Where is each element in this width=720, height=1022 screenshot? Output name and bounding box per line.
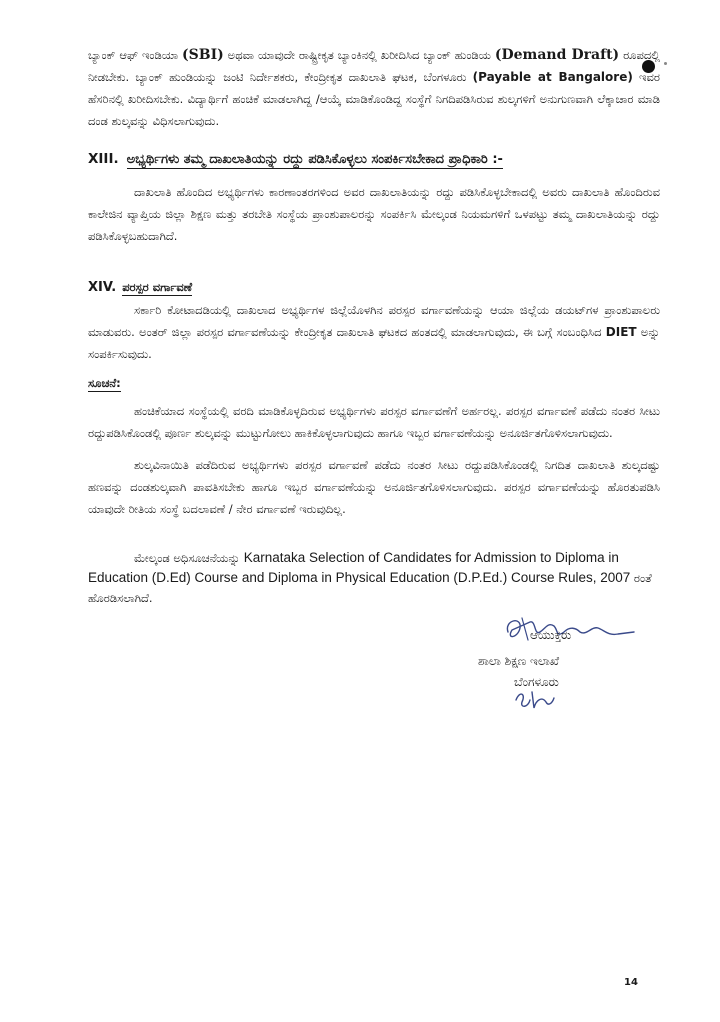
section-xiv (88, 278, 660, 365)
para1-text-c: ಅಥವಾ ಯಾವುದೇ ರಾಷ್ಟ್ರೀಕೃತ ಬ್ಯಾಂಕಿನಲ್ಲಿ ಖರೀದಿಸಿದ ಬ್ಯಾಂಕ್ ಹುಂಡಿಯ (223, 48, 495, 62)
closing-paragraph (88, 548, 660, 608)
rules-title: Karnataka Selection of Candidates for Admission to Diploma in Education (D.Ed) Course and Diploma in Physical Education (D.P.Ed.) Course Rules, 2007 (88, 550, 631, 585)
demand-draft-label: (Demand Draft) (494, 47, 620, 63)
section-xiv-number: XIV. (88, 280, 117, 295)
section-xiv-body (88, 299, 660, 365)
note-title: ಸೂಚನೆ: (88, 376, 121, 390)
page-number: 14 (624, 977, 638, 988)
section-xiv-body-c: ಅನ್ನು ಸಂಪರ್ಕಿಸುವುದು. (88, 325, 660, 361)
para1-text-a: ಬ್ಯಾಂಕ್ ಆಫ್ ಇಂಡಿಯಾ (88, 48, 183, 62)
para1-text-g: ಇವರ ಹೆಸರಿನಲ್ಲಿ ಖರೀದಿಸಬೇಕು. ವಿದ್ಯಾರ್ಥಿಗೆ ಹಂಚಿಕೆ ಮಾಡಲಾಗಿದ್ದ /ಆಯ್ಕೆ ಮಾಡಿಕೊಂಡಿದ್ದ ಸಂಸ್ಥೆಗೆ ನಿಗದಿಪಡಿಸಿರುವ ಶುಲ್ಕಗಳಿಗೆ ಅನುಗುಣವಾಗಿ ಲೆಕ್ಕಾಚಾರ ಮಾಡಿ ದಂಡ ಶುಲ್ಕವನ್ನು ವಿಧಿಸಲಾಗುವುದು. (88, 70, 660, 128)
para1-text-e: ರೂಪದಲ್ಲಿ ನೀಡಬೇಕು. ಬ್ಯಾಂಕ್ ಹುಂಡಿಯನ್ನು ಜಂಟಿ ನಿರ್ದೇಶಕರು, ಕೇಂದ್ರೀಕೃತ ದಾಖಲಾತಿ ಘಟಕ, ಬೆಂಗಳೂರು (88, 48, 660, 84)
section-xiii-heading (88, 150, 660, 169)
section-xiv-body-a: ಸರ್ಕಾರಿ ಕೋಟಾದಡಿಯಲ್ಲಿ ದಾಖಲಾದ ಅಭ್ಯರ್ಥಿಗಳ ಜಿಲ್ಲೆಯೊಳಗಿನ ಪರಸ್ಪರ ವರ್ಗಾವಣೆಯನ್ನು ಆಯಾ ಜಿಲ್ಲೆಯ ಡಯಟ್‌ಗಳ ಪ್ರಾಂಶುಪಾಲರು ಮಾಡುವರು. ಅಂತರ್ ಜಿಲ್ಲಾ ಪರಸ್ಪರ ವರ್ಗಾವಣೆಯನ್ನು ಕೇಂದ್ರೀಕೃತ ದಾಖಲಾತಿ ಘಟಕದ ಹಂತದಲ್ಲಿ ಮಾಡಲಾಗುವುದು, ಈ ಬಗ್ಗೆ ಸಂಬಂಧಿಸಿದ (88, 303, 660, 339)
sbi-label: (SBI) (182, 47, 224, 63)
section-xiii (88, 150, 660, 247)
signature-city: ಬೆಂಗಳೂರು (514, 675, 559, 689)
note-heading (88, 374, 660, 392)
closing-tail: ರಂತೆ ಹೊರಡಿಸಲಾಗಿದೆ. (88, 571, 652, 605)
note-paragraph-2: ಶುಲ್ಕವಿನಾಯಿತಿ ಪಡೆದಿರುವ ಅಭ್ಯರ್ಥಿಗಳು ಪರಸ್ಪರ ವರ್ಗಾವಣೆ ಪಡೆದು ನಂತರ ಸೀಟು ರದ್ದುಪಡಿಸಿಕೊಂಡಲ್ಲಿ ನಿಗದಿತ ದಾಖಲಾತಿ ಶುಲ್ಕದಷ್ಟು ಹಣವನ್ನು ದಂಡಶುಲ್ಕವಾಗಿ ಪಾವತಿಸಬೇಕು ಹಾಗೂ ಇಬ್ಬರ ವರ್ಗಾವಣೆಯನ್ನು ಅನೂರ್ಜಿತಗೊಳಿಸಲಾಗುವುದು. ಪರಸ್ಪರ ವರ್ಗಾವಣೆಯನ್ನು ಹೊರತುಪಡಿಸಿ ಯಾವುದೇ ರೀತಿಯ ಸಂಸ್ಥೆ ಬದಲಾವಣೆ / ನೇರ ವರ್ಗಾವಣೆ ಇರುವುದಿಲ್ಲ. (88, 458, 660, 516)
payment-paragraph (88, 44, 660, 132)
closing-text (88, 548, 660, 608)
section-xiii-body: ದಾಖಲಾತಿ ಹೊಂದಿದ ಅಭ್ಯರ್ಥಿಗಳು ಕಾರಣಾಂತರಗಳಿಂದ ಅವರ ದಾಖಲಾತಿಯನ್ನು ರದ್ದು ಪಡಿಸಿಕೊಳ್ಳಬೇಕಾದಲ್ಲಿ ಅವರು ದಾಖಲಾತಿ ಹೊಂದಿರುವ ಕಾಲೇಜಿನ ವ್ಯಾಪ್ತಿಯ ಜಿಲ್ಲಾ ಶಿಕ್ಷಣ ಮತ್ತು ತರಬೇತಿ ಸಂಸ್ಥೆಯ ಪ್ರಾಂಶುಪಾಲರನ್ನು ಸಂಪರ್ಕಿಸಿ ಮೇಲ್ಕಂಡ ನಿಯಮಗಳಿಗೆ ಒಳಪಟ್ಟು ತಮ್ಮ ದಾಖಲಾತಿಯನ್ನು ರದ್ದು ಪಡಿಸಿಕೊಳ್ಳಬಹುದಾಗಿದೆ. (88, 185, 660, 243)
note-section (88, 374, 660, 520)
payable-at-label: (Payable at Bangalore) (472, 70, 633, 84)
section-xiv-title: ಪರಸ್ಪರ ವರ್ಗಾವಣೆ (122, 280, 193, 294)
section-xiv-heading (88, 278, 660, 297)
handwritten-initials (512, 686, 556, 712)
signature-department: ಶಾಲಾ ಶಿಕ್ಷಣ ಇಲಾಖೆ (478, 654, 560, 668)
section-xiii-number: XIII. (88, 151, 119, 167)
closing-lead: ಮೇಲ್ಕಂಡ ಅಧಿಸೂಚನೆಯನ್ನು (134, 551, 244, 565)
signature-designation: ಆಯುಕ್ತರು (530, 628, 572, 642)
section-xiii-title: ಅಭ್ಯರ್ಥಿಗಳು ತಮ್ಮ ದಾಖಲಾತಿಯನ್ನು ರದ್ದು ಪಡಿಸಿಕೊಳ್ಳಲು ಸಂಪರ್ಕಿಸಬೇಕಾದ ಪ್ರಾಧಿಕಾರಿ :- (126, 152, 503, 167)
scan-speck (664, 62, 667, 65)
note-paragraph-1: ಹಂಚಿಕೆಯಾದ ಸಂಸ್ಥೆಯಲ್ಲಿ ವರದಿ ಮಾಡಿಕೊಳ್ಳದಿರುವ ಅಭ್ಯರ್ಥಿಗಳು ಪರಸ್ಪರ ವರ್ಗಾವಣೆಗೆ ಅರ್ಹರಲ್ಲ. ಪರಸ್ಪರ ವರ್ಗಾವಣೆ ಪಡೆದು ನಂತರ ಸೀಟು ರದ್ದುಪಡಿಸಿಕೊಂಡಲ್ಲಿ ಪೂರ್ಣ ಶುಲ್ಕವನ್ನು ಮುಟ್ಟುಗೋಲು ಹಾಕಿಕೊಳ್ಳಲಾಗುವುದು ಹಾಗೂ ಇಬ್ಬರ ವರ್ಗಾವಣೆಯನ್ನು ಅನೂರ್ಜಿತಗೊಳಿಸಲಾಗುವುದು. (88, 404, 660, 440)
diet-label: DIET (605, 325, 637, 339)
